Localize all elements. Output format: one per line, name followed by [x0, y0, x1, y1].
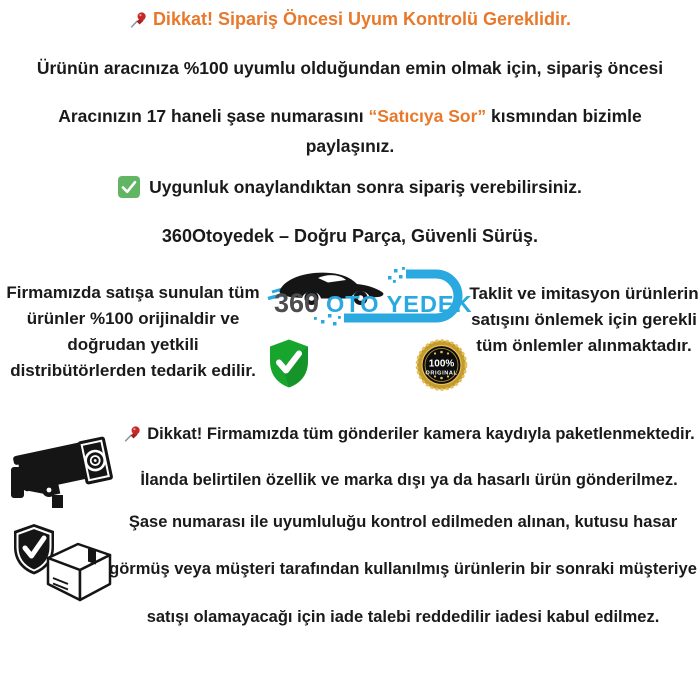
green-checkbox-icon	[118, 176, 140, 198]
compliance-heading	[0, 9, 700, 30]
package-box	[48, 544, 110, 600]
brand-slogan: 360Otoyedek – Doğru Parça, Güvenli Sürüş.	[161, 226, 539, 246]
pushpin-icon	[123, 424, 142, 443]
badge-label-text: ORIGINAL	[425, 370, 458, 377]
vin-request-line-cont: paylaşınız.	[305, 136, 395, 156]
seller-ask-highlight: “Satıcıya Sor”	[368, 106, 487, 126]
original-badge-icon	[415, 337, 468, 393]
verified-shield-icon	[266, 337, 312, 390]
return-policy-line-2: görmüş veya müşteri tarafından kullanılmış ürünlerin bir sonraki müşteriye	[109, 560, 697, 578]
badge-percent-text: 100%	[428, 358, 455, 370]
logo-name-text: OTO YEDEK	[326, 291, 473, 317]
logo-number-text: 360	[274, 288, 320, 318]
authenticity-note-left: Firmamızda satışa sunulan tüm ürünler %100 orijinaldir ve doğrudan yetkili distribütörlerden tedarik edilir.	[6, 283, 260, 380]
listing-accuracy-note: İlanda belirtilen özellik ve marka dışı ya da hasarlı ürün gönderilmez.	[140, 471, 678, 489]
vin-request-line	[0, 106, 700, 127]
anti-counterfeit-note-right: Taklit ve imitasyon ürünlerin satışını önlemek için gerekli tüm önlemler alınmaktadır.	[469, 284, 699, 355]
cctv-camera-icon	[8, 424, 120, 518]
compatibility-note: Ürünün aracınıza %100 uyumlu olduğundan emin olmak için, sipariş öncesi	[36, 58, 664, 78]
camera-packing-note-text: Dikkat! Firmamızda tüm gönderiler kamera kaydıyla paketlenmektedir.	[147, 425, 695, 443]
vin-request-post: kısmından bizimle	[486, 106, 642, 126]
approval-note	[0, 176, 700, 198]
vin-request-pre: Aracınızın 17 haneli şase numarasını	[58, 106, 369, 126]
approval-note-text: Uygunluk onaylandıktan sonra sipariş verebilirsiniz.	[149, 176, 582, 197]
pushpin-icon	[129, 10, 148, 29]
return-policy-line-1: Şase numarası ile uyumluluğu kontrol edilmeden alınan, kutusu hasar	[128, 513, 678, 531]
brand-logo	[266, 264, 473, 338]
compliance-heading-text: Dikkat! Sipariş Öncesi Uyum Kontrolü Gereklidir.	[152, 9, 572, 29]
shield-box-icon	[8, 522, 116, 606]
return-policy-line-3: satışı olamayacağı için iade talebi reddedilir iadesi kabul edilmez.	[146, 608, 660, 626]
camera-packing-note	[118, 424, 700, 444]
